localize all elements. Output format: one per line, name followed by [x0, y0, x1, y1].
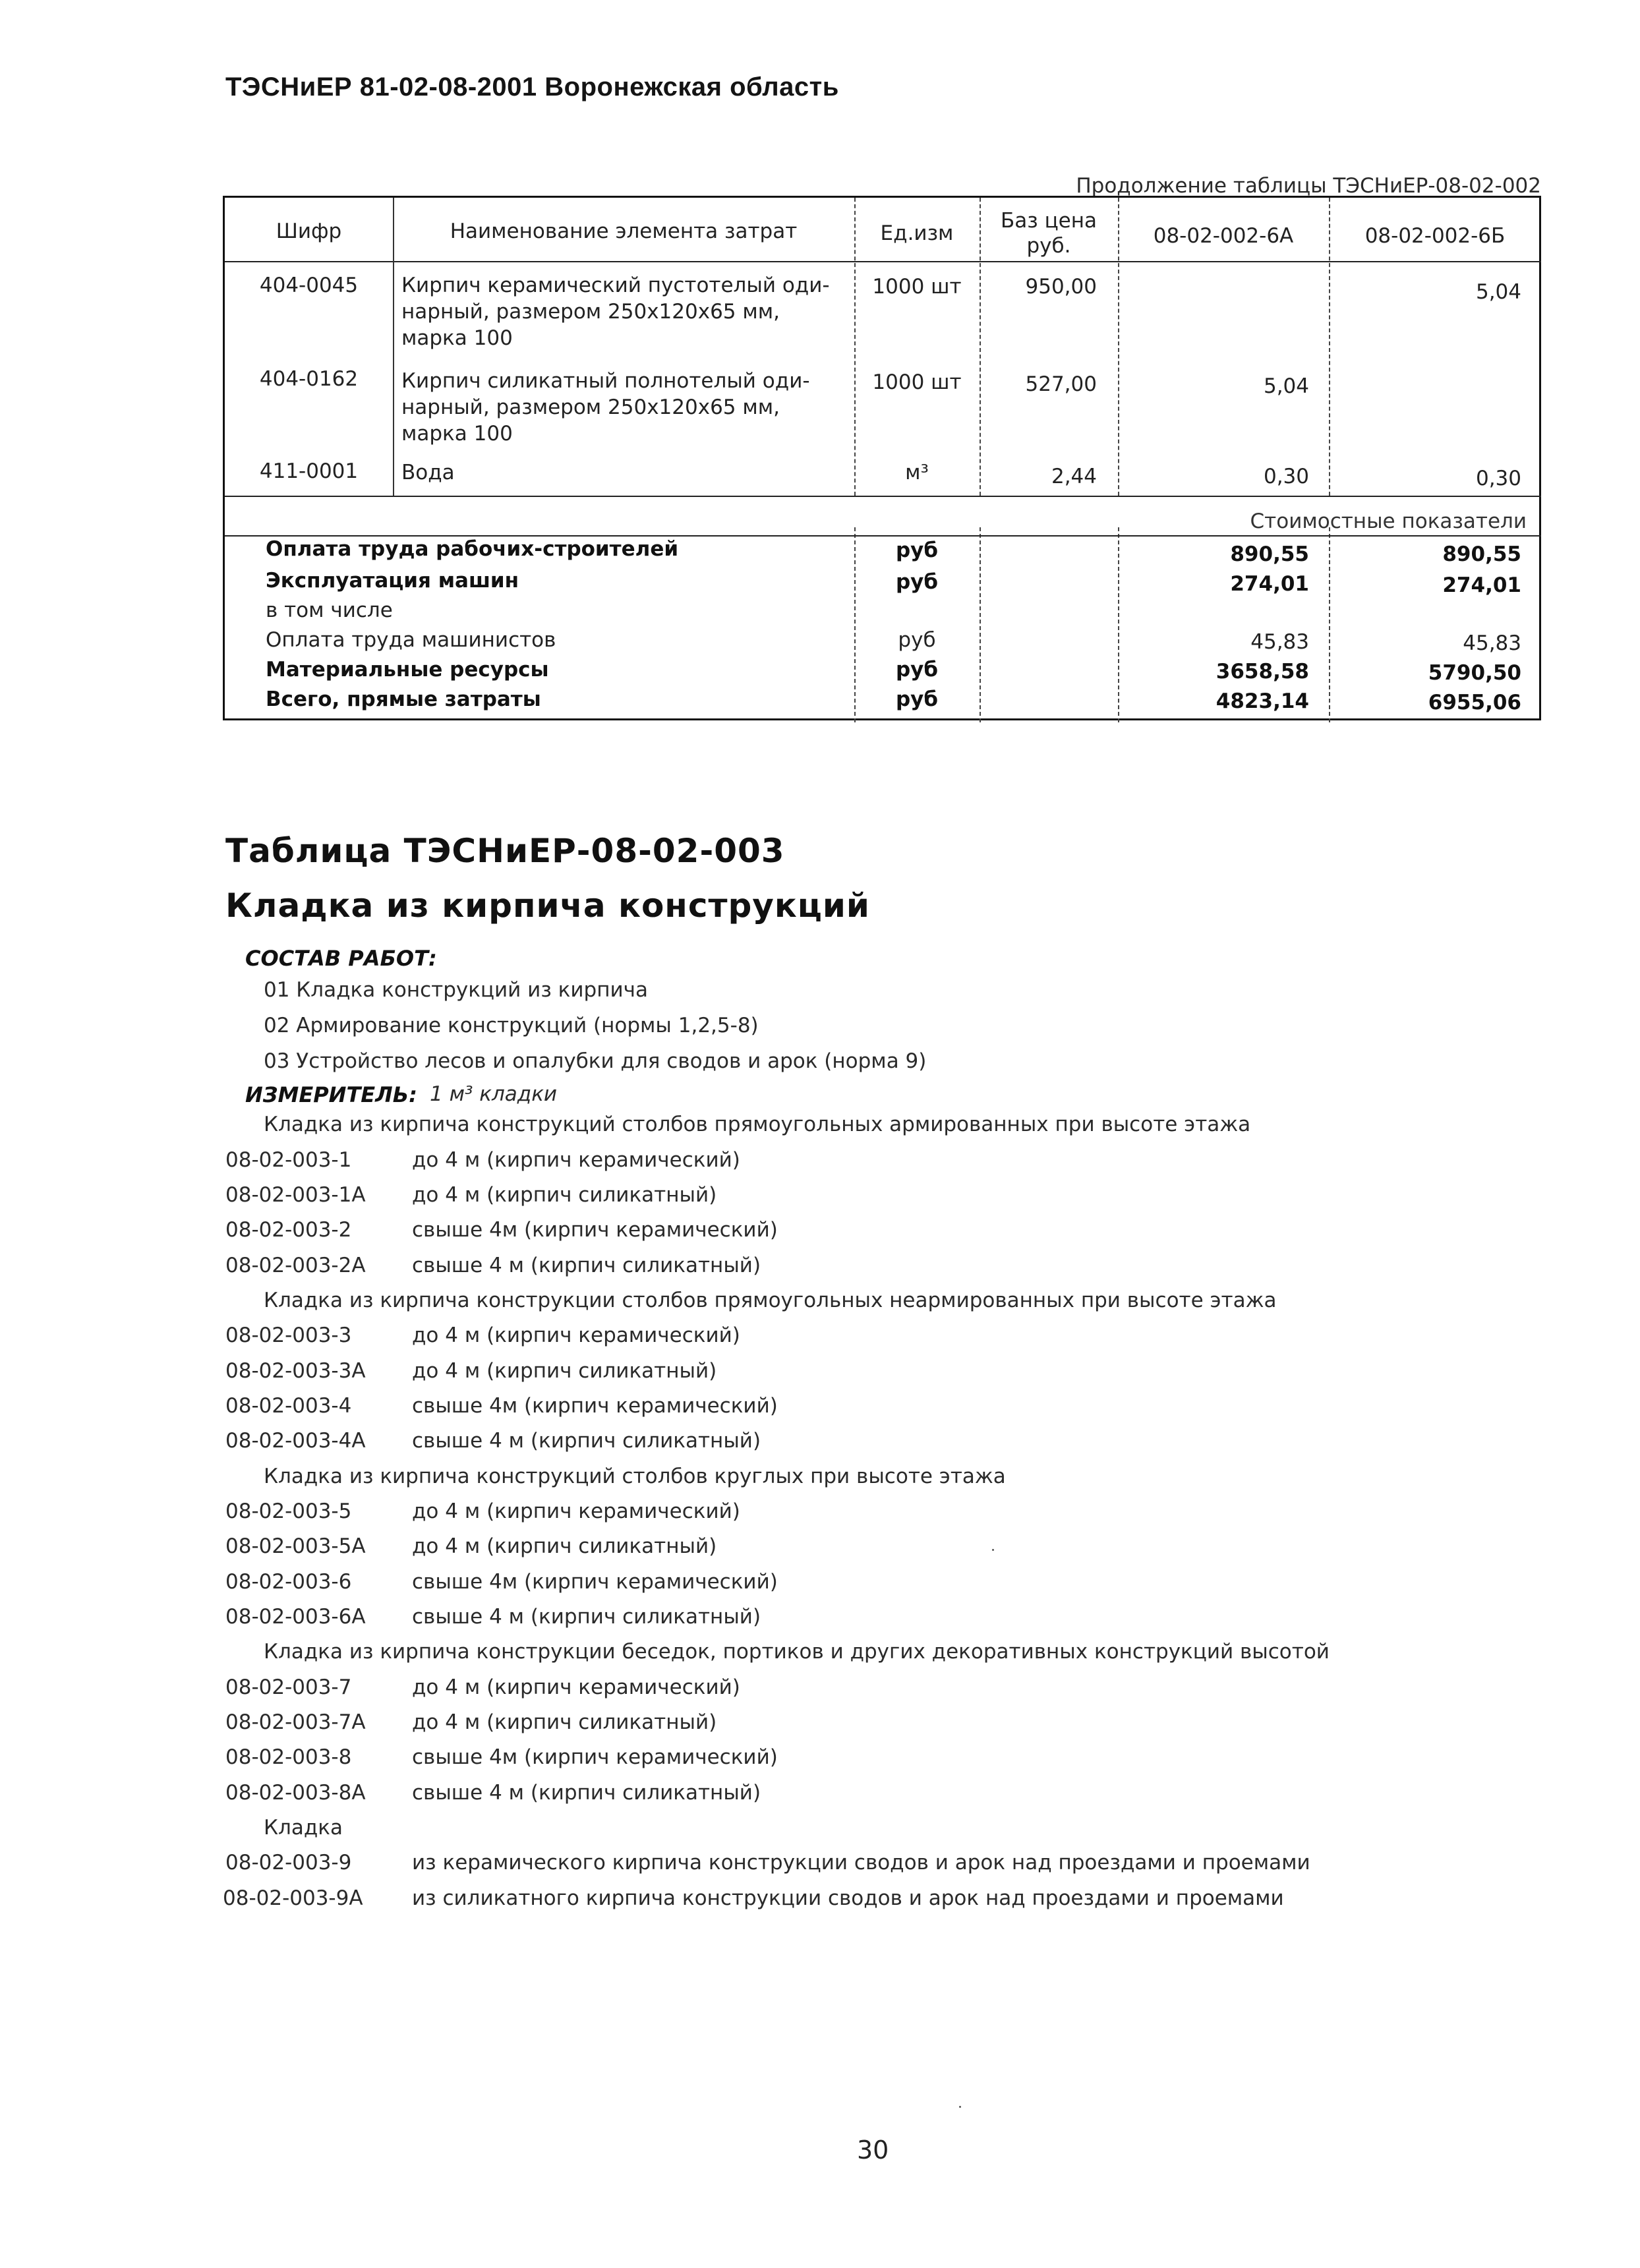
- col-divider-name: [854, 198, 856, 496]
- work-item: 03 Устройство лесов и опалубки для сводов и арок (норма 9): [264, 1049, 927, 1073]
- norm-code: 08-02-003-5: [225, 1499, 352, 1523]
- resource-name-line: Кирпич силикатный полнотелый оди-: [401, 369, 810, 393]
- header-divider: [225, 261, 1541, 262]
- resource-name-line: марка 100: [401, 326, 513, 350]
- col-divider-norm: [1329, 198, 1330, 496]
- norm-code: 08-02-003-2: [225, 1218, 352, 1242]
- col-header-name: Наименование элемента затрат: [450, 219, 798, 243]
- resource-name-line: Кирпич керамический пустотелый оди-: [401, 274, 830, 297]
- col-divider-unit: [980, 198, 981, 496]
- cost-row-name: Оплата труда машинистов: [266, 628, 556, 652]
- cost-row-value-a: 3658,58: [1215, 660, 1309, 683]
- resource-base-price: 2,44: [1051, 465, 1097, 488]
- norm-code: 08-02-003-8А: [225, 1781, 366, 1805]
- group-heading: Кладка из кирпича конструкции беседок, портиков и других декоративных конструкций высотой: [264, 1640, 1330, 1664]
- col-header-unit: Ед.изм: [880, 221, 954, 245]
- cost-row-unit: руб: [895, 687, 939, 711]
- norm-text: свыше 4м (кирпич керамический): [412, 1570, 778, 1594]
- work-composition-label: СОСТАВ РАБОТ:: [245, 946, 437, 971]
- cost-row-value-b: 890,55: [1442, 542, 1521, 566]
- resource-value-a: 0,30: [1263, 465, 1309, 488]
- norm-text: до 4 м (кирпич керамический): [412, 1499, 740, 1523]
- cost-row-unit: руб: [895, 538, 939, 562]
- norm-text: до 4 м (кирпич силикатный): [412, 1710, 717, 1734]
- norm-code: 08-02-003-9А: [223, 1886, 363, 1910]
- cost-row-value-a: 45,83: [1250, 630, 1309, 654]
- scan-speck: [959, 2106, 961, 2108]
- norm-text: до 4 м (кирпич силикатный): [412, 1359, 717, 1383]
- resource-code: 404-0162: [259, 367, 359, 391]
- col-header-base-price-2: руб.: [1026, 234, 1071, 258]
- norm-text: свыше 4м (кирпич керамический): [412, 1745, 778, 1769]
- norm-code: 08-02-003-5А: [225, 1534, 366, 1558]
- group-heading: Кладка из кирпича конструкции столбов прямоугольных неармированных при высоте этажа: [264, 1289, 1277, 1312]
- cost-indicators-label: Стоимостные показатели: [1250, 509, 1527, 533]
- page-header: ТЭСНиЕР 81-02-08-2001 Воронежская область: [225, 73, 839, 102]
- cost-row-name: Материальные ресурсы: [266, 658, 549, 682]
- cost-row-unit: руб: [895, 570, 939, 594]
- cost-row-value-b: 274,01: [1442, 573, 1521, 597]
- norm-code: 08-02-003-3А: [225, 1359, 366, 1383]
- resources-divider: [225, 496, 1541, 497]
- norm-code: 08-02-003-1: [225, 1148, 352, 1172]
- norm-code: 08-02-003-6А: [225, 1605, 366, 1629]
- norm-text: свыше 4м (кирпич керамический): [412, 1394, 778, 1418]
- cost-row-name: Оплата труда рабочих-строителей: [266, 537, 679, 561]
- norm-code: 08-02-003-6: [225, 1570, 352, 1594]
- norm-code: 08-02-003-8: [225, 1745, 352, 1769]
- cost-row-name: Всего, прямые затраты: [266, 687, 541, 711]
- resource-code: 411-0001: [259, 459, 359, 483]
- resource-value-a: 5,04: [1263, 374, 1309, 398]
- cost-row-unit: руб: [898, 628, 936, 652]
- norm-code: 08-02-003-7: [225, 1675, 352, 1699]
- cost-row-value-b: 6955,06: [1428, 691, 1521, 714]
- page-number: 30: [857, 2136, 889, 2165]
- col-header-norm-a: 08-02-002-6А: [1153, 224, 1294, 248]
- norm-text: до 4 м (кирпич керамический): [412, 1675, 740, 1699]
- norm-code: 08-02-003-4А: [225, 1429, 366, 1453]
- norm-text: свыше 4 м (кирпич силикатный): [412, 1605, 761, 1629]
- norm-code: 08-02-003-4: [225, 1394, 352, 1418]
- norm-code: 08-02-003-1А: [225, 1183, 366, 1207]
- group-heading: Кладка из кирпича конструкций столбов прямоугольных армированных при высоте этажа: [264, 1113, 1251, 1136]
- norm-text: до 4 м (кирпич керамический): [412, 1148, 740, 1172]
- cost-row-name: в том числе: [266, 598, 393, 622]
- cost-row-value-a: 274,01: [1230, 572, 1309, 596]
- meter-label: ИЗМЕРИТЕЛЬ:: [245, 1082, 417, 1107]
- col-header-base-price-1: Баз цена: [1000, 209, 1098, 233]
- resource-value-b: 0,30: [1475, 467, 1521, 490]
- resource-value-b: 5,04: [1475, 280, 1521, 304]
- norm-text: из керамического кирпича конструкции сводов и арок над проездами и проемами: [412, 1851, 1310, 1875]
- col-header-norm-b: 08-02-002-6Б: [1364, 224, 1506, 248]
- col-divider-price: [1118, 198, 1119, 496]
- col-header-code: Шифр: [276, 219, 342, 243]
- scan-speck: [992, 1549, 994, 1551]
- norm-code: 08-02-003-2А: [225, 1254, 366, 1277]
- work-item: 02 Армирование конструкций (нормы 1,2,5-8): [264, 1014, 759, 1037]
- cost-row-name: Эксплуатация машин: [266, 569, 519, 593]
- resource-unit: 1000 шт: [872, 370, 962, 394]
- cost-row-value-a: 4823,14: [1215, 689, 1309, 713]
- cost-table: [223, 196, 1541, 720]
- cost-row-value-b: 5790,50: [1428, 661, 1521, 685]
- norm-text: до 4 м (кирпич силикатный): [412, 1183, 717, 1207]
- group-heading: Кладка: [264, 1816, 343, 1840]
- resource-name-line: нарный, размером 250х120х65 мм,: [401, 300, 780, 324]
- norm-text: до 4 м (кирпич силикатный): [412, 1534, 717, 1558]
- work-item: 01 Кладка конструкций из кирпича: [264, 978, 648, 1002]
- norm-text: до 4 м (кирпич керамический): [412, 1323, 740, 1347]
- resource-name-line: Вода: [401, 461, 455, 484]
- resource-unit: 1000 шт: [872, 275, 962, 299]
- norm-code: 08-02-003-7А: [225, 1710, 366, 1734]
- cost-row-value-a: 890,55: [1230, 542, 1309, 566]
- norm-code: 08-02-003-9: [225, 1851, 352, 1875]
- section-title: Таблица ТЭСНиЕР-08-02-003: [225, 832, 785, 870]
- norm-text: свыше 4 м (кирпич силикатный): [412, 1429, 761, 1453]
- resource-base-price: 950,00: [1025, 275, 1097, 299]
- resource-name-line: нарный, размером 250х120х65 мм,: [401, 395, 780, 419]
- section-subtitle: Кладка из кирпича конструкций: [225, 887, 870, 925]
- resource-code: 404-0045: [259, 274, 359, 297]
- table-continuation-caption: Продолжение таблицы ТЭСНиЕР-08-02-002: [1076, 174, 1541, 198]
- norm-text: свыше 4 м (кирпич силикатный): [412, 1254, 761, 1277]
- col-divider-code: [393, 198, 394, 496]
- norm-text: свыше 4 м (кирпич силикатный): [412, 1781, 761, 1805]
- group-heading: Кладка из кирпича конструкций столбов круглых при высоте этажа: [264, 1465, 1006, 1488]
- norm-code: 08-02-003-3: [225, 1323, 352, 1347]
- meter-value: 1 м³ кладки: [430, 1082, 558, 1106]
- cost-row-unit: руб: [895, 658, 939, 682]
- norm-text: из силикатного кирпича конструкции сводов и арок над проездами и проемами: [412, 1886, 1284, 1910]
- norm-text: свыше 4м (кирпич керамический): [412, 1218, 778, 1242]
- col-divider-unit-lower: [980, 527, 981, 722]
- cost-row-value-b: 45,83: [1463, 631, 1521, 655]
- resource-name-line: марка 100: [401, 422, 513, 446]
- resource-unit: м³: [905, 461, 929, 484]
- resource-base-price: 527,00: [1025, 372, 1097, 396]
